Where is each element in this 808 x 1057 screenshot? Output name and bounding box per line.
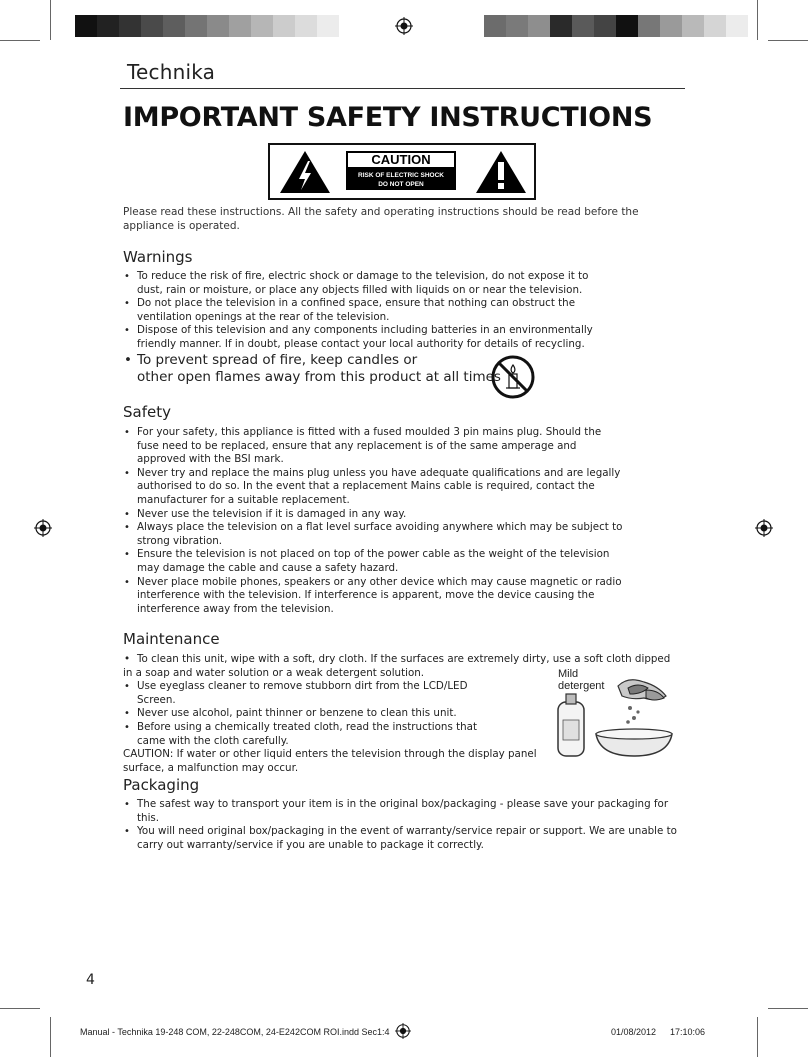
list-item: • Never try and replace the mains plug unless you have adequate qualifications and are legally authorised to do so. In the event that a replacement Mains cable is required, contact the manufacturer for a suitable replacement. [123, 467, 623, 508]
list-item: • Never use alcohol, paint thinner or benzene to clean this unit. [123, 707, 493, 721]
warnings-heading: Warnings [123, 248, 193, 266]
crop-mark [50, 0, 51, 40]
list-item: • Ensure the television is not placed on top of the power cable as the weight of the television may damage the cable and cause a safety hazard. [123, 548, 623, 575]
registration-mark-icon [395, 17, 413, 35]
crop-mark [757, 0, 758, 40]
grayscale-bar-left [75, 15, 339, 37]
maintenance-caution-line-2: surface, a malfunction may occur. [123, 761, 299, 774]
candle-warning [123, 352, 517, 386]
registration-mark-icon [34, 519, 52, 537]
no-open-flame-icon [489, 354, 537, 400]
brand-logo: Technika [127, 60, 216, 84]
detergent-illustration [548, 668, 683, 760]
registration-mark-icon [755, 519, 773, 537]
illustration-label-line-2: detergent [558, 680, 605, 692]
packaging-heading: Packaging [123, 776, 200, 794]
list-item: • For your safety, this appliance is fitted with a fused moulded 3 pin mains plug. Should the fuse need to be replaced, ensure that any replacement is of the same amperage and approved with the BSI mark. [123, 426, 623, 467]
grayscale-bar-right [484, 15, 748, 37]
crop-mark [768, 40, 808, 41]
detergent-bottle-bowl-icon [548, 668, 683, 760]
list-item: • You will need original box/packaging in the event of warranty/service repair or support. We are unable to carry out warranty/service if you are unable to package it correctly. [123, 825, 688, 852]
list-item: • Never place mobile phones, speakers or any other device which may cause magnetic or radio interference with the television. If interference is apparent, move the device causing the interference away from the television. [123, 576, 623, 617]
list-item: • Do not place the television in a confined space, ensure that nothing can obstruct the ventilation openings at the rear of the television. [123, 297, 603, 324]
packaging-list [123, 798, 688, 852]
candle-warning-line-2: other open flames away from this product at all times [137, 369, 501, 385]
maintenance-list [123, 680, 493, 748]
crop-mark [50, 1017, 51, 1057]
list-item: • Dispose of this television and any components including batteries in an environmentally friendly manner. If in doubt, please contact your local authority for details of recycling. [123, 324, 603, 351]
candle-warning-line-1: • To prevent spread of fire, keep candles or [137, 352, 418, 368]
caution-line-2: DO NOT OPEN [378, 181, 424, 188]
list-item: • Before using a chemically treated cloth, read the instructions that came with the cloth carefully. [123, 721, 493, 748]
caution-label [268, 143, 536, 200]
page-title: IMPORTANT SAFETY INSTRUCTIONS [123, 102, 653, 133]
maintenance-heading: Maintenance [123, 630, 220, 648]
list-item: • Always place the television on a flat level surface avoiding anywhere which may be subject to strong vibration. [123, 521, 623, 548]
caution-subtext [346, 169, 456, 190]
exclamation-warning-icon [474, 149, 528, 195]
list-item: • The safest way to transport your item is in the original box/packaging - please save your packaging for this. [123, 798, 688, 825]
safety-list [123, 426, 623, 616]
crop-mark [768, 1008, 808, 1009]
caution-line-1: RISK OF ELECTRIC SHOCK [358, 172, 444, 179]
caution-heading: CAUTION [346, 151, 456, 169]
caution-text-block [346, 151, 456, 191]
list-item: • To reduce the risk of fire, electric shock or damage to the television, do not expose it to dust, rain or moisture, or place any objects filled with liquids on or near the television. [123, 270, 603, 297]
maintenance-first-item: • To clean this unit, wipe with a soft, dry cloth. If the surfaces are extremely dirty, use a soft cloth dipped [124, 653, 671, 665]
page-number: 4 [86, 972, 95, 988]
list-item: • Use eyeglass cleaner to remove stubborn dirt from the LCD/LED Screen. [123, 680, 493, 707]
illustration-label-line-1: Mild [558, 668, 579, 680]
registration-mark-icon [395, 1023, 411, 1039]
maintenance-caution-line-1: CAUTION: If water or other liquid enters the television through the display panel [123, 748, 537, 761]
crop-mark [757, 1017, 758, 1057]
footer-file-info: Manual - Technika 19-248 COM, 22-248COM, 24-E242COM ROI.indd Sec1:4 [80, 1027, 390, 1037]
crop-mark [0, 40, 40, 41]
intro-text: Please read these instructions. All the safety and operating instructions should be read before the appliance is operated. [123, 206, 639, 232]
warnings-list [123, 270, 603, 352]
safety-heading: Safety [123, 403, 171, 421]
crop-mark [0, 1008, 40, 1009]
footer-time: 17:10:06 [670, 1027, 706, 1037]
list-item: • Never use the television if it is damaged in any way. [123, 508, 623, 522]
electric-shock-warning-icon [278, 149, 332, 195]
footer-date: 01/08/2012 [611, 1027, 657, 1037]
maintenance-first-cont: in a soap and water solution or a weak detergent solution. [123, 666, 425, 679]
maintenance-first-line: To clean this unit, wipe with a soft, dry cloth. If the surfaces are extremely dirty, use a soft cloth dipped [137, 653, 671, 665]
header-rule [120, 88, 685, 89]
